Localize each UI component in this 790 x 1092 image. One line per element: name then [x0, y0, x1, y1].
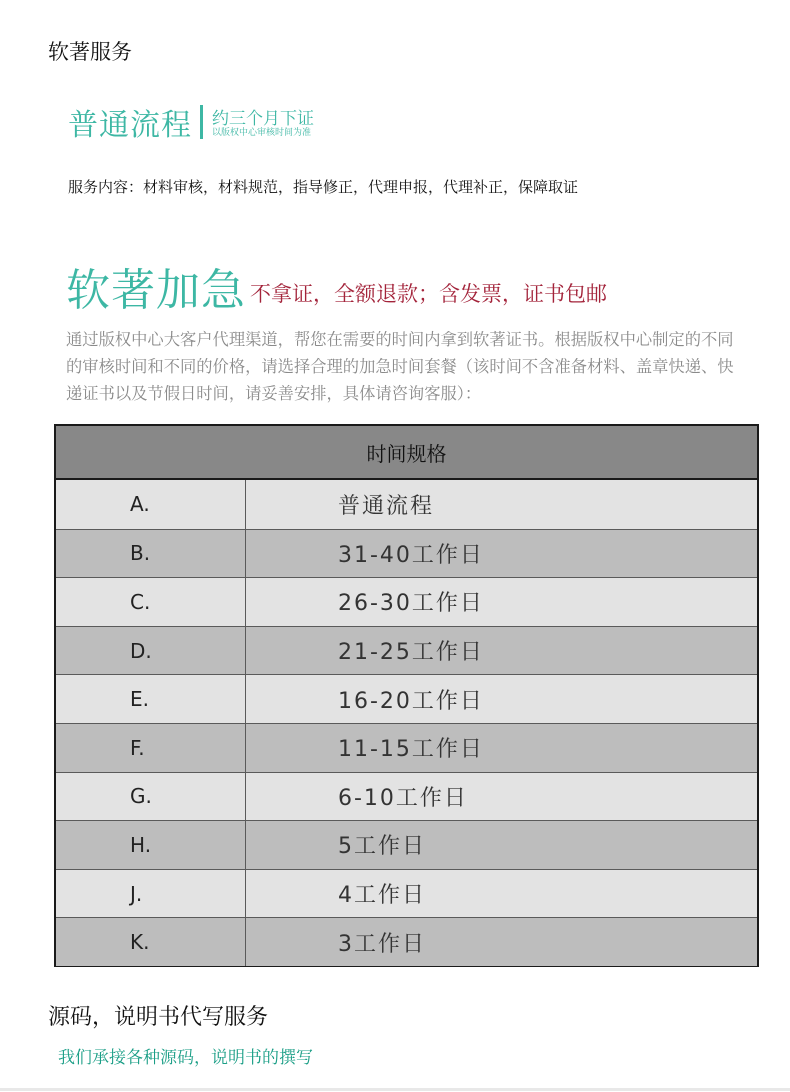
option-label: A.	[56, 480, 246, 529]
time-period: 26-30工作日	[338, 591, 484, 617]
normal-process-note: 以版权中心审核时间为准	[212, 128, 312, 138]
rush-slogan: 不拿证，全额退款；含发票，证书包邮	[250, 282, 607, 306]
table-row	[56, 772, 757, 821]
table-row	[56, 869, 757, 918]
time-spec-table	[54, 424, 759, 967]
title-divider	[200, 105, 203, 139]
time-period: 31-40工作日	[338, 542, 484, 568]
rush-description: 通过版权中心大客户代理渠道，帮您在需要的时间内拿到软著证书。根据版权中心制定的不同的审核时间和不同的价格，请选择合理的加急时间套餐（该时间不含准备材料、盖章快递、快递证书以及节假日时间，请妥善安排，具体请咨询客服）：	[66, 330, 734, 403]
table-body	[56, 480, 757, 966]
option-label: D.	[56, 627, 246, 675]
option-label: G.	[56, 773, 246, 821]
normal-process-title: 普通流程	[68, 108, 192, 143]
time-period: 21-25工作日	[338, 640, 484, 666]
time-period: 3工作日	[338, 931, 426, 957]
table-row	[56, 674, 757, 723]
option-label: C.	[56, 578, 246, 626]
table-row	[56, 820, 757, 869]
option-label: F.	[56, 724, 246, 772]
time-period: 11-15工作日	[338, 737, 484, 763]
table-row	[56, 529, 757, 578]
service-content: 服务内容：材料审核，材料规范，指导修正，代理申报，代理补正，保障取证	[68, 178, 579, 196]
footer-subtitle: 我们承接各种源码，说明书的撰写	[58, 1048, 313, 1068]
time-period: 16-20工作日	[338, 688, 484, 714]
table-header: 时间规格	[56, 426, 757, 480]
option-label: E.	[56, 675, 246, 723]
option-label: H.	[56, 821, 246, 869]
option-label: B.	[56, 530, 246, 578]
table-row	[56, 626, 757, 675]
option-label: K.	[56, 918, 246, 966]
table-row	[56, 917, 757, 966]
table-row	[56, 480, 757, 529]
footer-divider	[0, 1088, 790, 1091]
normal-process-subtitle: 约三个月下证	[212, 109, 314, 129]
rush-title: 软著加急	[66, 265, 246, 316]
option-label: J.	[56, 870, 246, 918]
table-row	[56, 723, 757, 772]
time-period: 普通流程	[338, 493, 435, 519]
time-period: 5工作日	[338, 834, 426, 860]
table-row	[56, 577, 757, 626]
time-period: 6-10工作日	[338, 785, 468, 811]
footer-title: 源码，说明书代写服务	[48, 1005, 269, 1030]
section-title: 软著服务	[48, 40, 132, 64]
time-period: 4工作日	[338, 883, 426, 909]
